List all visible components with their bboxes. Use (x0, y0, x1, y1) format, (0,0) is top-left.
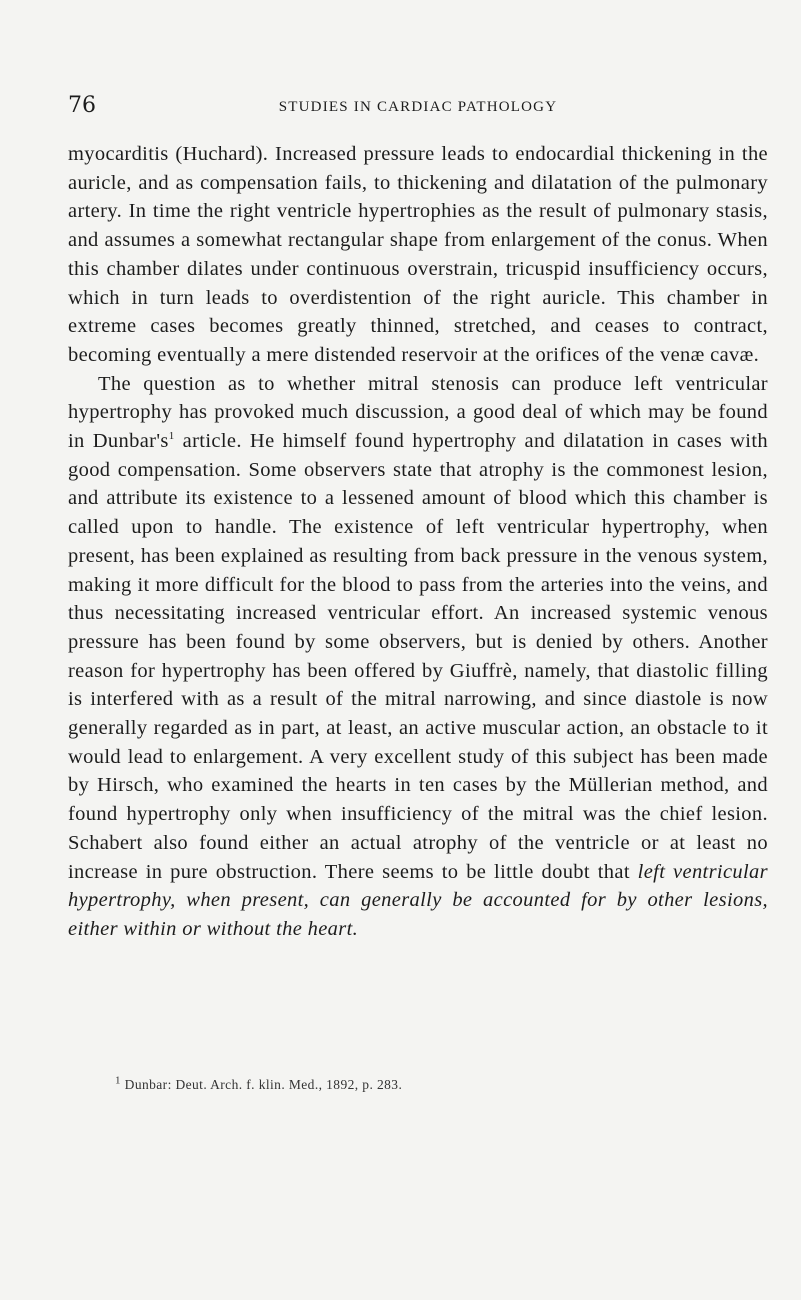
footnote-marker: 1 (115, 1074, 121, 1087)
paragraph-2-text-a: The question as to whether mitral stenosis can produce left ventricular hypertrophy has provoked much discussion, a good deal of which may be found in Dunbar's (68, 372, 768, 453)
footnote (115, 1076, 402, 1094)
paragraph-2 (68, 370, 768, 944)
paragraph-2-text-b: article. He himself found hypertrophy and dilatation in cases with good compensation. Some observers state that atrophy is the commonest lesion, and attribute its existence to a lessened amount of blood which this chamber is called upon to handle. The existence of left ventricular hypertrophy, when present, has been explained as resulting from back pressure in the venous system, making it more difficult for the blood to pass from the arteries into the veins, and thus necessitating increased ventricular effort. An increased systemic venous pressure has been found by some observers, but is denied by others. Another reason for hypertrophy has been offered by Giuffrè, namely, that diastolic filling is interfered with as a result of the mitral narrowing, and since diastole is now generally regarded as in part, at least, an active muscular action, an obstacle to it would lead to enlargement. A very excellent study of this subject has been made by Hirsch, who examined the hearts in ten cases by the Müllerian method, and found hypertrophy only when insufficiency of the mitral was the chief lesion. Schabert also found either an actual atrophy of the ventricle or at least no increase in pure obstruction. There seems to be little doubt that (68, 430, 768, 883)
footnote-reference: 1 (168, 430, 175, 443)
page-number: 76 (68, 93, 96, 118)
paragraph-1: myocarditis (Huchard). Increased pressure leads to endocardial thickening in the auricle, and as compensation fails, to thickening and dilatation of the pulmonary artery. In time the right ventricle hypertrophies as the result of pulmonary stasis, and assumes a somewhat rectangular shape from enlargement of the conus. When this chamber dilates under continuous overstrain, tricuspid insufficiency occurs, which in turn leads to overdistention of the right auricle. This chamber in extreme cases becomes greatly thinned, stretched, and ceases to contract, becoming eventually a mere distended reservoir at the orifices of the venæ cavæ. (68, 143, 768, 366)
paragraph-2-italic-conclusion: left ventricular hypertrophy, when present, can generally be accounted for by other lesions, either within or without the heart. (68, 860, 768, 940)
running-title: STUDIES IN CARDIAC PATHOLOGY (278, 99, 558, 115)
footnote-text: Dunbar: Deut. Arch. f. klin. Med., 1892, p. 283. (120, 1077, 403, 1092)
running-head (68, 93, 768, 119)
body-text (68, 140, 768, 944)
